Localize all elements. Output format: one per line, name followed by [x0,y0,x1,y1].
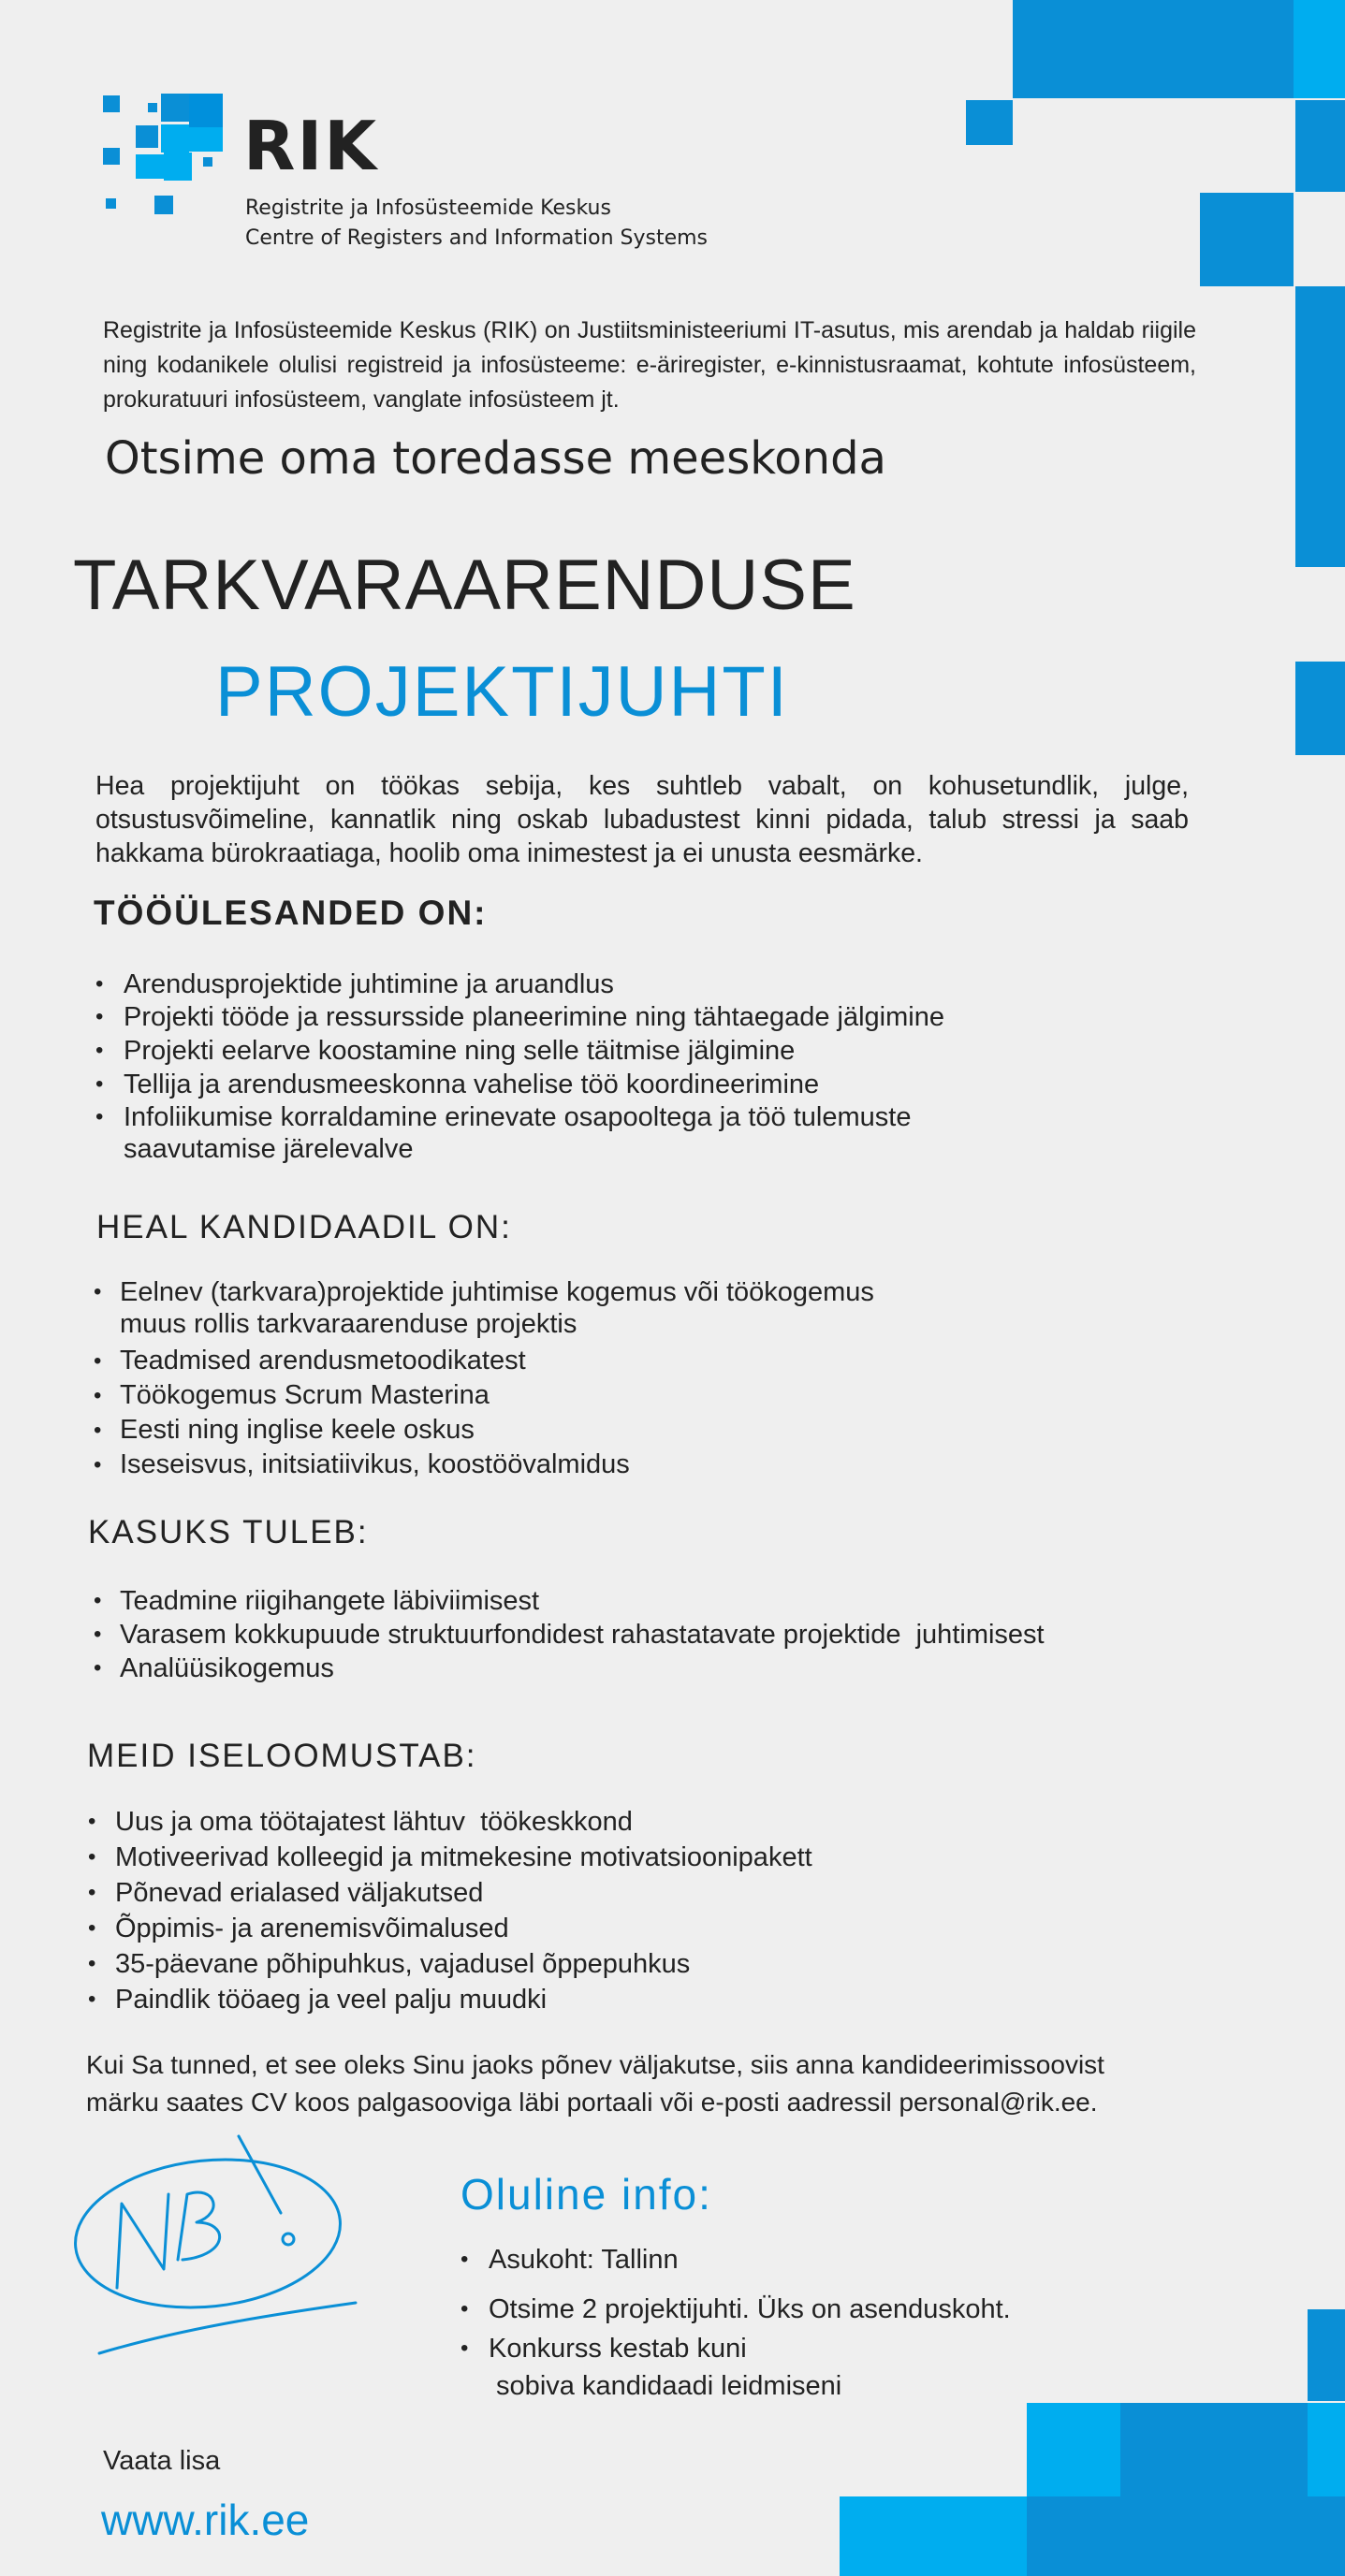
candidate-list [94,1276,874,1482]
us-list [88,1804,812,2017]
bullet-icon: • [95,1038,104,1063]
list-item: • Otsime 2 projektijuhti. Üks on asenduskoht. [461,2292,1011,2327]
decor-block [1027,2403,1120,2496]
list-item: • Iseseisvus, initsiatiivikus, koostöövalmidus [94,1448,874,1482]
decor-block [1295,100,1345,192]
list-item: • Uus ja oma töötajatest lähtuv töökeskkond [88,1804,812,1840]
logo-subtitle-et: Registrite ja Infosüsteemide Keskus [245,196,611,220]
logo-square [161,94,189,122]
bullet-icon: • [88,1987,96,2012]
bullet-icon: • [94,1279,102,1304]
decor-block [1027,2496,1345,2576]
list-item: • Eesti ning inglise keele oskus [94,1413,874,1448]
decor-block [1308,2309,1345,2401]
bullet-icon: • [95,1004,104,1029]
closing-line-1: Kui Sa tunned, et see oleks Sinu jaoks põnev väljakutse, siis anna kandideerimissoovist [86,2050,1104,2079]
closing-line-2: märku saates CV koos palgasooviga läbi portaali või e-posti aadressil personal@rik.ee. [86,2088,1098,2117]
bullet-icon: • [88,1844,96,1870]
list-item: • Arendusprojektide juhtimine ja aruandlus [95,969,614,999]
list-item: • Tellija ja arendusmeeskonna vahelise töö koordineerimine [95,1070,820,1099]
see-more-label: Vaata lisa [103,2446,221,2476]
bullet-icon: • [88,1880,96,1905]
logo-square [103,95,120,112]
list-item: • Konkurss kestab kuni sobiva kandidaadi leidmiseni [461,2330,1011,2405]
list-item: • Teadmised arendusmetoodikatest [94,1344,874,1378]
decor-block [1294,0,1345,98]
bullet-icon: • [94,1383,102,1408]
bullet-icon: • [461,2336,469,2361]
list-item: • Varasem kokkupuude struktuurfondidest rahastatavate projektide juhtimisest [94,1620,1045,1650]
decor-block [1013,0,1294,98]
logo-square [189,127,223,152]
list-item: • Motiveerivad kolleegid ja mitmekesine motivatsioonipakett [88,1840,812,1875]
tasks-list [95,968,944,1165]
decor-block [1308,2403,1345,2496]
logo-square [161,124,189,153]
seek-heading: Otsime oma toredasse meeskonda [105,432,886,485]
bullet-icon: • [94,1588,102,1613]
logo-square [164,153,192,181]
info-list [461,2242,1011,2405]
logo-square [148,103,157,112]
list-item: • Töökogemus Scrum Masterina [94,1378,874,1413]
bullet-icon: • [94,1655,102,1681]
list-item: • Õppimis- ja arenemisvõimalused [88,1911,812,1946]
list-item: • Infoliikumise korraldamine erinevate osapooltega ja töö tulemuste saavutamise järelevalve [95,1102,912,1164]
bullet-icon: • [95,1104,104,1129]
logo-square [106,198,116,209]
decor-block [1120,2403,1308,2496]
bullet-icon: • [88,1915,96,1941]
list-item: • Projekti eelarve koostamine ning selle täitmise jälgimine [95,1036,796,1066]
decor-block [966,100,1013,145]
logo-square [154,196,173,214]
list-item: • Eelnev (tarkvara)projektide juhtimise kogemus või töökogemus muus rollis tarkvaraarenduse projektis [94,1277,874,1339]
list-item: • 35-päevane põhipuhkus, vajadusel õppepuhkus [88,1946,812,1982]
list-item: • Analüüsikogemus [94,1653,334,1683]
list-item: • Paindlik tööaeg ja veel palju muudki [88,1982,812,2017]
bullet-icon: • [94,1452,102,1477]
bullet-icon: • [95,971,104,997]
bullet-icon: • [95,1071,104,1097]
list-item: • Asukoht: Tallinn [461,2242,1011,2278]
bullet-icon: • [94,1348,102,1374]
section-heading-advantage: KASUKS TULEB: [88,1514,369,1550]
section-heading-tasks: TÖÖÜLESANDED ON: [94,894,488,932]
job-title-line-1: TARKVARAARENDUSE [73,546,856,625]
bullet-icon: • [94,1418,102,1443]
decor-block [1295,662,1345,755]
advantage-list [94,1584,1045,1685]
bullet-icon: • [461,2247,469,2272]
website-link[interactable]: www.rik.ee [101,2496,310,2544]
list-item: • Põnevad erialased väljakutsed [88,1875,812,1911]
bullet-icon: • [88,1809,96,1834]
logo-square [136,154,164,179]
decor-block [1200,193,1294,286]
info-title: Oluline info: [461,2170,712,2219]
logo-subtitle-en: Centre of Registers and Information Systems [245,226,709,250]
description-paragraph: Hea projektijuht on töökas sebija, kes suhtleb vabalt, on kohusetundlik, julge, otsustusvõimeline, kannatlik ning oskab lubadustest kinni pidada, talub stressi ja saab hakkama bürokraatiaga, hoolib oma inimestest ja ei unusta eesmärke. [95,771,1189,868]
list-item: • Projekti tööde ja ressursside planeerimine ning tähtaegade jälgimine [95,1002,944,1032]
logo-wordmark: RIK [243,107,379,185]
logo-square [189,94,223,127]
job-title-line-2: PROJEKTIJUHTI [215,652,789,732]
bullet-icon: • [94,1622,102,1647]
logo-square [203,157,212,167]
nb-note-icon [66,2129,365,2363]
section-heading-candidate: HEAL KANDIDAADIL ON: [96,1209,512,1245]
logo-square [103,148,120,165]
decor-block [1295,286,1345,567]
decor-block [840,2496,1027,2576]
logo-square [136,125,158,148]
bullet-icon: • [88,1951,96,1976]
section-heading-us: MEID ISELOOMUSTAB: [87,1738,477,1774]
closing-paragraph [86,2046,1104,2121]
intro-paragraph: Registrite ja Infosüsteemide Keskus (RIK) on Justiitsministeeriumi IT-asutus, mis arendab ja haldab riigile ning kodanikele olulisi registreid ja infosüsteeme: e-äriregister, e-kinnistusraamat, kohtute infosüsteem, prokuratuuri infosüsteem, vanglate infosüsteem jt. [103,317,1196,413]
bullet-icon: • [461,2296,469,2321]
list-item: • Teadmine riigihangete läbiviimisest [94,1586,540,1616]
